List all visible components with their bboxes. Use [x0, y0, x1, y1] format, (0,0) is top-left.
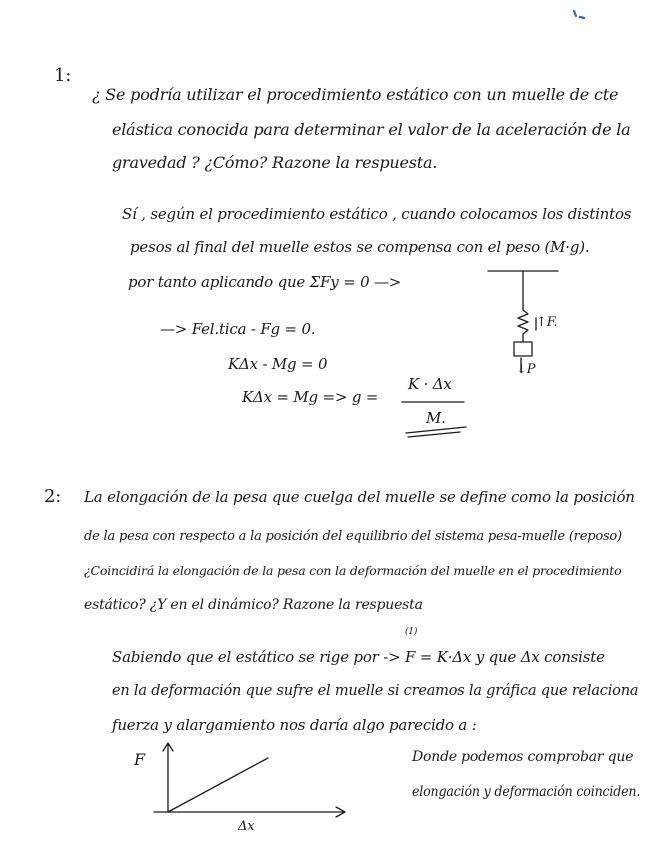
answer-1-line-2: pesos al final del muelle estos se compensa con el peso (M·g). — [130, 238, 590, 256]
question-1-line-1: ¿ Se podría utilizar el procedimiento estático con un muelle de cte — [92, 85, 619, 104]
answer-2-line-1: Sabiendo que el estático se rige por -> F = K·Δx y que Δx consiste — [112, 648, 605, 666]
question-1-number: 1: — [54, 65, 72, 86]
equation-2: KΔx - Mg = 0 — [228, 355, 328, 373]
equation-superscript: (1) — [405, 627, 418, 637]
fraction-numerator: K · Δx — [408, 375, 452, 393]
fraction-bar — [400, 400, 470, 440]
question-2-line-4: estático? ¿Y en el dinámico? Razone la respuesta — [84, 597, 423, 613]
answer-1-line-3: por tanto aplicando que ΣFy = 0 —> — [128, 273, 402, 291]
question-1-line-3: gravedad ? ¿Cómo? Razone la respuesta. — [112, 153, 438, 172]
force-down-label: ↓P — [516, 362, 536, 377]
answer-2-line-3: fuerza y alargamiento nos daría algo parecido a : — [112, 716, 477, 734]
answer-1-line-1: Sí , según el procedimiento estático , cuando colocamos los distintos — [122, 205, 632, 223]
question-2-number: 2: — [44, 486, 62, 507]
answer-2-line-2: en la deformación que sufre el muelle si creamos la gráfica que relaciona — [112, 683, 639, 699]
ink-mark — [572, 5, 592, 25]
question-2-line-3: ¿Coincidirá la elongación de la pesa con la deformación del muelle en el procedimiento — [84, 563, 622, 578]
equation-3: KΔx = Mg => g = — [242, 388, 379, 406]
question-2-line-2: de la pesa con respecto a la posición del equilibrio del sistema pesa-muelle (reposo) — [84, 529, 622, 544]
question-2-line-1: La elongación de la pesa que cuelga del muelle se define como la posición — [84, 488, 635, 506]
fraction-denominator: M. — [426, 409, 446, 427]
question-1-line-2: elástica conocida para determinar el valor de la aceleración de la — [112, 120, 631, 139]
force-elongation-graph — [150, 740, 360, 820]
conclusion-line-1: Donde podemos comprobar que — [412, 749, 634, 765]
equation-1: —> Fel.tica - Fg = 0. — [160, 320, 316, 338]
force-up-label: ↑F. — [536, 315, 558, 330]
conclusion-line-2: elongación y deformación coinciden. — [412, 784, 641, 800]
graph-x-label: Δx — [238, 819, 255, 834]
graph-y-label: F — [134, 750, 145, 769]
